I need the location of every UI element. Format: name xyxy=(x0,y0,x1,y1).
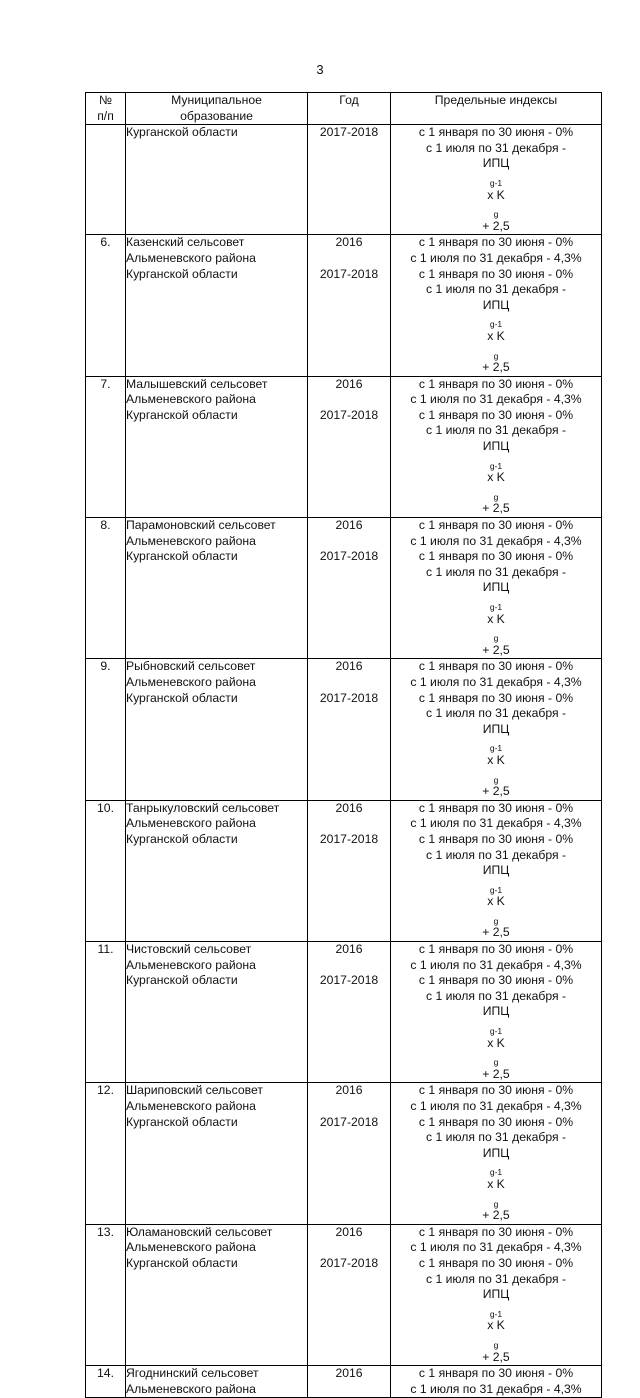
formula-addend: + 2,5 xyxy=(482,1349,510,1364)
municipality-line: Альменевского района xyxy=(126,1099,256,1113)
municipality-line: Курганской области xyxy=(126,266,238,281)
municipality-line: Альменевского района xyxy=(126,392,256,407)
row-number-cell xyxy=(86,1366,126,1398)
municipality-line: Ягоднинский сельсовет xyxy=(126,1366,259,1381)
index-line: с 1 января по 30 июня - 0% xyxy=(418,800,574,815)
index-line: с 1 января по 30 июня - 0% xyxy=(418,518,574,533)
index-line: с 1 января по 30 июня - 0% xyxy=(418,266,574,281)
municipality-line: Курганской области xyxy=(126,973,238,988)
year-gap xyxy=(308,251,390,267)
formula-addend: + 2,5 xyxy=(482,925,510,940)
row-number: 14. xyxy=(97,1366,114,1381)
formula-subscript: g-1 xyxy=(489,1026,503,1037)
municipality-line: Шариповский сельсовет xyxy=(126,1083,263,1098)
formula-multiplier: x K xyxy=(487,894,505,909)
municipality-cell xyxy=(126,800,308,941)
index-formula xyxy=(391,1146,601,1224)
year-cell xyxy=(308,518,391,659)
row-number-cell xyxy=(86,1224,126,1365)
header-municipality-line: Муниципальное xyxy=(171,93,262,107)
index-line: с 1 января по 30 июня - 0% xyxy=(418,1255,574,1270)
year-cell xyxy=(308,1224,391,1365)
index-line: с 1 января по 30 июня - 0% xyxy=(418,659,574,674)
year-2016: 2016 xyxy=(335,1083,363,1098)
year-2016: 2016 xyxy=(335,659,363,674)
index-line: с 1 января по 30 июня - 0% xyxy=(418,690,574,705)
municipality-line: Рыбновский сельсовет xyxy=(126,659,256,674)
formula-subscript: g-1 xyxy=(489,177,503,188)
index-line: с 1 января по 30 июня - 0% xyxy=(418,831,574,846)
year-cell xyxy=(308,125,391,235)
year-2016: 2016 xyxy=(335,376,363,391)
formula-subscript: g xyxy=(493,491,499,502)
formula-subscript: g-1 xyxy=(489,1167,503,1178)
index-line: с 1 июля по 31 декабря - xyxy=(425,140,567,155)
year-2016: 2016 xyxy=(335,942,363,957)
year-2017-2018: 2017-2018 xyxy=(319,407,379,422)
index-line: с 1 января по 30 июня - 0% xyxy=(418,1366,574,1381)
row-number-cell xyxy=(86,376,126,517)
municipality-line: Юламановский сельсовет xyxy=(126,1224,273,1239)
formula-multiplier: x K xyxy=(487,1176,505,1191)
formula-subscript: g-1 xyxy=(489,743,503,754)
formula-addend: + 2,5 xyxy=(482,784,510,799)
year-2017-2018: 2017-2018 xyxy=(319,831,379,846)
index-line: с 1 июля по 31 декабря - xyxy=(425,564,567,579)
formula-subscript: g-1 xyxy=(489,884,503,895)
formula-subscript: g xyxy=(493,915,499,926)
indices-cell xyxy=(391,1083,602,1224)
municipality-line: Курганской области xyxy=(126,690,238,705)
index-line: с 1 июля по 31 декабря - xyxy=(425,282,567,297)
formula-multiplier: x K xyxy=(487,187,505,202)
formula-subscript: g xyxy=(493,209,499,220)
municipality-cell xyxy=(126,518,308,659)
index-formula xyxy=(391,722,601,800)
municipality-cell xyxy=(126,659,308,800)
formula-subscript: g-1 xyxy=(489,602,503,612)
municipality-line: Альменевского района xyxy=(126,1381,256,1396)
index-line: с 1 июля по 31 декабря - xyxy=(425,988,567,1003)
row-number: 13. xyxy=(97,1224,114,1239)
page-number: 3 xyxy=(316,62,324,77)
indices-cell xyxy=(391,659,602,800)
formula-base: ИПЦ xyxy=(482,580,510,595)
table-row xyxy=(86,518,602,659)
index-formula xyxy=(391,863,601,941)
year-cell xyxy=(308,1083,391,1224)
year-2017-2018: 2017-2018 xyxy=(319,549,379,564)
row-number: 7. xyxy=(100,376,111,391)
formula-base: ИПЦ xyxy=(482,156,510,171)
index-line: с 1 июля по 31 декабря - 4,3% xyxy=(410,533,582,548)
year-cell xyxy=(308,659,391,800)
row-number-cell xyxy=(86,125,126,235)
row-number-cell xyxy=(86,518,126,659)
header-year xyxy=(308,93,391,125)
index-line: с 1 июля по 31 декабря - 4,3% xyxy=(410,957,582,972)
index-line: с 1 января по 30 июня - 0% xyxy=(418,376,574,391)
index-line: с 1 июля по 31 декабря - 4,3% xyxy=(410,674,582,689)
formula-multiplier: x K xyxy=(487,328,505,343)
year-gap xyxy=(308,534,390,550)
table-row xyxy=(86,1224,602,1365)
index-line: с 1 января по 30 июня - 0% xyxy=(418,235,574,250)
year-gap xyxy=(308,392,390,408)
formula-addend: + 2,5 xyxy=(482,360,510,375)
formula-subscript: g-1 xyxy=(489,460,503,471)
header-year-label: Год xyxy=(339,93,359,107)
table-row xyxy=(86,1366,602,1398)
index-formula xyxy=(391,1004,601,1082)
municipality-cell xyxy=(126,125,308,235)
row-number-cell xyxy=(86,800,126,941)
formula-subscript: g xyxy=(493,633,499,644)
index-formula xyxy=(391,156,601,234)
index-line: с 1 июля по 31 декабря - 4,3% xyxy=(410,1099,582,1113)
row-number: 11. xyxy=(97,942,114,957)
index-line: с 1 января по 30 июня - 0% xyxy=(418,973,574,988)
formula-base: ИПЦ xyxy=(482,863,510,878)
formula-addend: + 2,5 xyxy=(482,1208,510,1223)
year-2016: 2016 xyxy=(335,235,363,250)
formula-base: ИПЦ xyxy=(482,297,510,312)
indices-cell xyxy=(391,125,602,235)
municipality-line: Курганской области xyxy=(126,1255,238,1270)
formula-subscript: g xyxy=(493,350,499,361)
municipality-line: Курганской области xyxy=(126,831,238,846)
table-row xyxy=(86,942,602,1083)
year-2017-2018: 2017-2018 xyxy=(319,690,379,705)
year-2016: 2016 xyxy=(335,518,363,533)
municipality-line: Альменевского района xyxy=(126,957,256,972)
index-line: с 1 января по 30 июня - 0% xyxy=(418,549,574,564)
formula-subscript: g xyxy=(493,1198,499,1209)
header-municipality-line: образование xyxy=(180,108,253,123)
year-cell xyxy=(308,1366,391,1398)
index-line: с 1 января по 30 июня - 0% xyxy=(418,1224,574,1239)
header-indices xyxy=(391,93,602,125)
index-line: с 1 января по 30 июня - 0% xyxy=(418,942,574,957)
header-number-line: № xyxy=(98,93,113,107)
index-line: с 1 июля по 31 декабря - 4,3% xyxy=(410,816,582,831)
indices-cell xyxy=(391,518,602,659)
municipality-line: Парамоновский сельсовет xyxy=(126,518,276,533)
formula-multiplier: x K xyxy=(487,1318,505,1333)
row-number: 12. xyxy=(97,1083,114,1098)
formula-subscript: g xyxy=(493,1057,499,1068)
table-row xyxy=(86,1083,602,1224)
index-formula xyxy=(391,1287,601,1365)
index-line: с 1 июля по 31 декабря - 4,3% xyxy=(410,1240,582,1255)
index-line: с 1 июля по 31 декабря - xyxy=(425,1130,567,1145)
year-2016: 2016 xyxy=(335,800,363,815)
indices-cell xyxy=(391,800,602,941)
formula-addend: + 2,5 xyxy=(482,218,510,233)
formula-multiplier: x K xyxy=(487,752,505,767)
row-number-cell xyxy=(86,942,126,1083)
year-2017-2018: 2017-2018 xyxy=(319,973,379,988)
index-line: с 1 января по 30 июня - 0% xyxy=(418,125,574,140)
formula-base: ИПЦ xyxy=(482,1287,510,1302)
year-cell xyxy=(308,800,391,941)
formula-base: ИПЦ xyxy=(482,1145,510,1160)
municipality-cell xyxy=(126,235,308,376)
index-formula xyxy=(391,439,601,517)
index-line: с 1 июля по 31 декабря - xyxy=(425,423,567,438)
municipality-line: Альменевского района xyxy=(126,816,256,831)
index-line: с 1 июля по 31 декабря - 4,3% xyxy=(410,250,582,265)
header-indices-label: Предельные индексы xyxy=(434,93,558,107)
municipality-line: Курганской области xyxy=(126,407,238,422)
row-number: 9. xyxy=(100,659,111,674)
table-row xyxy=(86,376,602,517)
municipality-cell xyxy=(126,1083,308,1224)
table-row xyxy=(86,659,602,800)
indices-cell xyxy=(391,1366,602,1398)
municipality-line: Курганской области xyxy=(126,125,238,140)
year-2017-2018: 2017-2018 xyxy=(319,266,379,281)
row-number-cell xyxy=(86,235,126,376)
municipality-line: Курганской области xyxy=(126,1114,238,1129)
formula-multiplier: x K xyxy=(487,1035,505,1050)
index-formula xyxy=(391,298,601,376)
table-header-row xyxy=(86,93,602,125)
formula-multiplier: x K xyxy=(487,470,505,485)
year-gap xyxy=(308,1099,390,1115)
row-number-cell xyxy=(86,1083,126,1224)
formula-base: ИПЦ xyxy=(482,439,510,454)
municipality-line: Казенский сельсовет xyxy=(126,235,245,250)
municipality-cell xyxy=(126,1224,308,1365)
formula-base: ИПЦ xyxy=(482,1004,510,1019)
municipality-line: Танрыкуловский сельсовет xyxy=(126,800,280,815)
header-municipality xyxy=(126,93,308,125)
index-line: с 1 января по 30 июня - 0% xyxy=(418,1083,574,1098)
municipality-cell xyxy=(126,1366,308,1398)
index-line: с 1 июля по 31 декабря - 4,3% xyxy=(410,392,582,407)
indices-cell xyxy=(391,376,602,517)
row-number: 6. xyxy=(100,235,111,250)
row-number-cell xyxy=(86,659,126,800)
municipality-line: Малышевский сельсовет xyxy=(126,376,268,391)
tariff-index-table xyxy=(85,92,602,1398)
municipality-cell xyxy=(126,376,308,517)
formula-addend: + 2,5 xyxy=(482,642,510,657)
formula-addend: + 2,5 xyxy=(482,501,510,516)
formula-subscript: g-1 xyxy=(489,1308,503,1319)
municipality-line: Альменевского района xyxy=(126,1240,256,1255)
table-row xyxy=(86,800,602,941)
year-cell xyxy=(308,376,391,517)
index-formula xyxy=(391,580,601,658)
index-line: с 1 июля по 31 декабря - xyxy=(425,847,567,862)
municipality-line: Альменевского района xyxy=(126,674,256,689)
municipality-line: Чистовский сельсовет xyxy=(126,942,252,957)
formula-subscript: g xyxy=(493,774,499,785)
formula-addend: + 2,5 xyxy=(482,1066,510,1081)
municipality-line: Альменевского района xyxy=(126,533,256,548)
year-cell xyxy=(308,942,391,1083)
index-line: с 1 июля по 31 декабря - xyxy=(425,1271,567,1286)
year-gap xyxy=(308,1240,390,1256)
year-gap xyxy=(308,958,390,974)
year-2017-2018: 2017-2018 xyxy=(319,1114,379,1129)
indices-cell xyxy=(391,235,602,376)
year-gap xyxy=(308,675,390,691)
index-line: с 1 июля по 31 декабря - xyxy=(425,706,567,721)
year-2016: 2016 xyxy=(335,1366,363,1381)
year-2016: 2016 xyxy=(335,1224,363,1239)
municipality-line: Курганской области xyxy=(126,549,238,564)
year-gap xyxy=(308,816,390,832)
indices-cell xyxy=(391,1224,602,1365)
formula-subscript: g-1 xyxy=(489,319,503,330)
row-number: 8. xyxy=(100,518,111,533)
year-2017-2018: 2017-2018 xyxy=(319,1255,379,1270)
indices-cell xyxy=(391,942,602,1083)
header-number xyxy=(86,93,126,125)
formula-subscript: g xyxy=(493,1339,499,1350)
index-line: с 1 января по 30 июня - 0% xyxy=(418,407,574,422)
year-2017-2018: 2017-2018 xyxy=(319,125,379,140)
table-row xyxy=(86,235,602,376)
table-row xyxy=(86,125,602,235)
formula-multiplier: x K xyxy=(487,611,505,626)
municipality-line: Альменевского района xyxy=(126,250,256,265)
municipality-cell xyxy=(126,942,308,1083)
header-number-line: п/п xyxy=(97,108,114,123)
formula-base: ИПЦ xyxy=(482,721,510,736)
year-cell xyxy=(308,235,391,376)
row-number: 10. xyxy=(97,800,114,815)
index-line: с 1 января по 30 июня - 0% xyxy=(418,1114,574,1129)
index-line: с 1 июля по 31 декабря - 4,3% xyxy=(410,1381,582,1396)
